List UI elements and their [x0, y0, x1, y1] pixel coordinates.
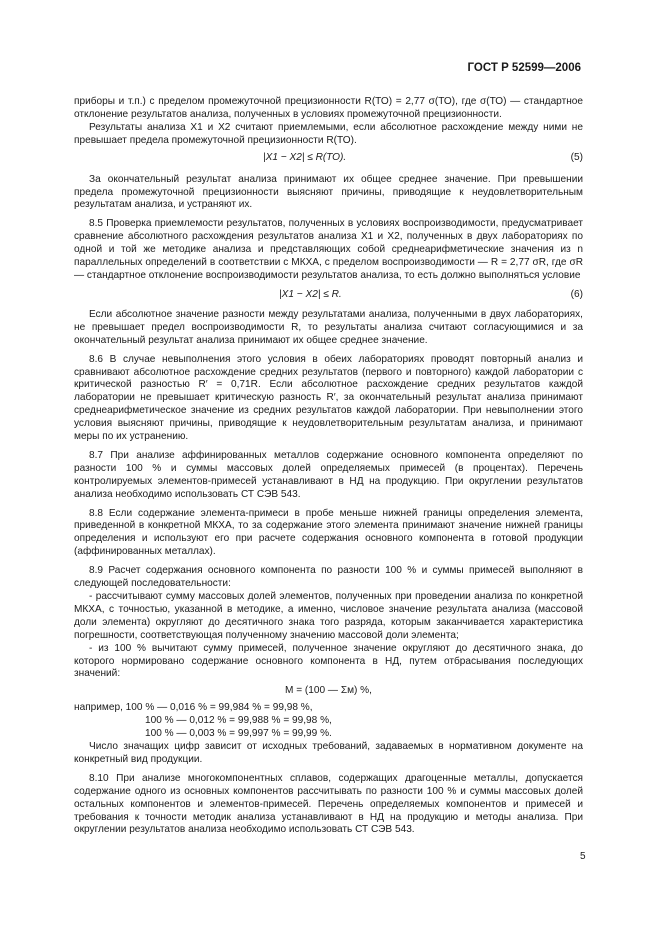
formula-5-expression: |X1 − X2| ≤ R(ТО). [263, 151, 347, 163]
formula-5-number: (5) [570, 151, 583, 163]
list-item-subtract: - из 100 % вычитают сумму примесей, полученное значение округляют до десятичного знака, до которого нормировано содержание основного компонента в НД, путем отбрасывания последующих значений: [74, 642, 583, 680]
document-header: ГОСТ Р 52599—2006 [467, 62, 581, 74]
paragraph-8-7: 8.7 При анализе аффинированных металлов содержание основного компонента определяют по разности 100 % и суммы массовых долей определяемых примесей (в процентах). Перечень контролируемых элементов-примесей устанавливают в НД на продукцию. При округлении результатов анализа необходимо использовать СТ СЭВ 543. [74, 449, 583, 500]
formula-5 [74, 150, 583, 172]
paragraph-8-8: 8.8 Если содержание элемента-примеси в пробе меньше нижней границы определения элемента, приведенной в конкретной МКХА, то за содержание этого элемента принимают значение нижней границы определения и используют его при расчете содержания основного компонента в готовой продукции (аффинированных металлах). [74, 507, 583, 558]
paragraph-continuation: приборы и т.п.) с пределом промежуточной прецизионности R(ТО) = 2,77 σ(ТО), где σ(ТО) — стандартное отклонение результатов анализа, полученных в условиях промежуточной прецизионности. [74, 96, 583, 120]
example-line: 100 % — 0,012 % = 99,988 % = 99,98 %, [145, 715, 332, 727]
paragraph-8-5: 8.5 Проверка приемлемости результатов, полученных в условиях воспроизводимости, предусматривает сравнение абсолютного расхождения результатов анализа X1 и X2, полученных в двух лабораториях по одной и той же методике анализа и представляющих собой среднеарифметические значения из n параллельных определений в соответствии с МКХА, с пределом воспроизводимости — R = 2,77 σR, где σR — стандартное отклонение воспроизводимости результатов анализа, то есть должно выполняться условие [74, 218, 583, 281]
paragraph-acceptance: Результаты анализа X1 и X2 считают приемлемыми, если абсолютное расхождение между ними не превышает предела промежуточной прецизионности R(ТО). [74, 121, 583, 146]
example-line: например, 100 % — 0,016 % = 99,984 % = 99,98 %, [74, 702, 313, 714]
formula-m: М = (100 — Σм) %, [285, 685, 372, 697]
formula-6-number: (6) [570, 288, 583, 300]
paragraph-8-9: 8.9 Расчет содержания основного компонента по разности 100 % и суммы примесей выполняют в следующей последовательности: [74, 565, 583, 590]
paragraph-significant-digits: Число значащих цифр зависит от исходных требований, задаваемых в нормативном документе на конкретный вид продукции. [74, 740, 583, 765]
formula-6 [74, 285, 583, 307]
paragraph-8-10: 8.10 При анализе многокомпонентных сплавов, содержащих драгоценные металлы, допускается содержание одного из основных компонентов рассчитывать по разности 100 % и суммы массовых долей остальных компонентов и элементов-примесей. Перечень определяемых компонентов и примесей и требования к точности методик анализа устанавливают в НД на продукцию и методы анализа. При округлении результатов анализа необходимо использовать СТ СЭВ 543. [74, 772, 583, 836]
page-number: 5 [580, 851, 586, 862]
paragraph-reproducibility: Если абсолютное значение разности между результатами анализа, полученными в двух лабораториях, не превышает предел воспроизводимости R, то результаты анализа считают согласующимися и за окончательный результат анализа принимают их общее среднее значение. [74, 308, 583, 346]
paragraph-8-6: 8.6 В случае невыполнения этого условия в обеих лабораториях проводят повторный анализ и сравнивают абсолютное расхождение средних результатов (первого и повторного) каждой лаборатории с критической разностью R′ = 0,71R. Если абсолютное расхождение средних результатов каждой лаборатории не превышает критическую разность R′, за окончательный результат анализа принимают среднеарифметическое значение из средних результатов каждой лаборатории. При невыполнении этого условия выясняют причины, приводящие к неудовлетворительным результатам анализа, и принимают меры по их устранению. [74, 353, 583, 443]
example-line: 100 % — 0,003 % = 99,997 % = 99,99 %. [145, 728, 332, 740]
list-item-sum: - рассчитывают сумму массовых долей элементов, полученных при проведении анализа по конкретной МКХА, с точностью, указанной в методике, а именно, числовое значение результата анализа (массовой доли элемента) округляют до десятичного знака того разряда, которым заканчивается характеристика погрешности, соответствующая полученному значению массовой доли элемента; [74, 591, 583, 641]
page-body [74, 96, 583, 837]
paragraph-final-result: За окончательный результат анализа принимают их общее среднее значение. При превышении предела промежуточной прецизионности выясняют причины, приводящие к неудовлетворительным результатам анализа, и устраняют их. [74, 173, 583, 211]
formula-6-expression: |X1 − X2| ≤ R. [279, 288, 342, 300]
